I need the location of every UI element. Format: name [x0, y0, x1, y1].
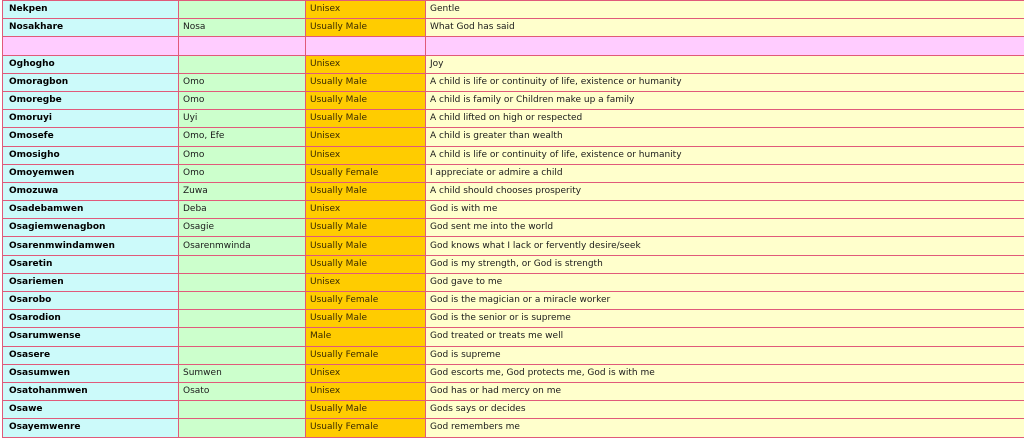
table-row — [3, 1, 1024, 19]
meaning-cell: A child is greater than wealth — [426, 128, 1024, 146]
name-cell: Omosefe — [3, 128, 179, 146]
gender-cell: Unisex — [306, 364, 426, 382]
table-row — [3, 55, 1024, 73]
alt-name-cell: Omo — [179, 91, 306, 109]
name-cell: Omoruyi — [3, 110, 179, 128]
gender-cell: Usually Male — [306, 310, 426, 328]
table-row — [3, 182, 1024, 200]
name-cell: Omoyemwen — [3, 164, 179, 182]
alt-name-cell — [179, 328, 306, 346]
separator-row — [3, 37, 1024, 55]
meaning-cell: Gentle — [426, 1, 1024, 19]
alt-name-cell — [179, 310, 306, 328]
alt-name-cell — [179, 273, 306, 291]
name-cell: Osawe — [3, 401, 179, 419]
gender-cell: Unisex — [306, 146, 426, 164]
meaning-cell: A child should chooses prosperity — [426, 182, 1024, 200]
alt-name-cell: Omo — [179, 146, 306, 164]
table-row — [3, 255, 1024, 273]
table-row — [3, 328, 1024, 346]
gender-cell: Usually Male — [306, 237, 426, 255]
alt-name-cell — [179, 1, 306, 19]
gender-cell: Unisex — [306, 55, 426, 73]
gender-cell: Usually Male — [306, 91, 426, 109]
alt-name-cell: Zuwa — [179, 182, 306, 200]
alt-name-cell: Uyi — [179, 110, 306, 128]
table-row — [3, 346, 1024, 364]
name-cell: Omoragbon — [3, 73, 179, 91]
name-cell: Omosigho — [3, 146, 179, 164]
gender-cell: Unisex — [306, 201, 426, 219]
name-cell: Osariemen — [3, 273, 179, 291]
table-row — [3, 382, 1024, 400]
table-row — [3, 146, 1024, 164]
table-row — [3, 201, 1024, 219]
table-row — [3, 292, 1024, 310]
meaning-cell: God is the magician or a miracle worker — [426, 292, 1024, 310]
meaning-cell: God is the senior or is supreme — [426, 310, 1024, 328]
table-row — [3, 128, 1024, 146]
alt-name-cell — [179, 419, 306, 437]
name-cell: Osaretin — [3, 255, 179, 273]
gender-cell: Unisex — [306, 382, 426, 400]
meaning-cell: I appreciate or admire a child — [426, 164, 1024, 182]
gender-cell: Male — [306, 328, 426, 346]
alt-name-cell: Osarenmwinda — [179, 237, 306, 255]
alt-name-cell: Osato — [179, 382, 306, 400]
gender-cell: Usually Male — [306, 19, 426, 37]
table-row — [3, 110, 1024, 128]
alt-name-cell: Deba — [179, 201, 306, 219]
meaning-cell: God has or had mercy on me — [426, 382, 1024, 400]
meaning-cell: God treated or treats me well — [426, 328, 1024, 346]
name-cell: Osarumwense — [3, 328, 179, 346]
name-cell: Omoregbe — [3, 91, 179, 109]
table-row — [3, 91, 1024, 109]
alt-name-cell: Omo — [179, 164, 306, 182]
gender-cell: Usually Male — [306, 255, 426, 273]
meaning-cell: God remembers me — [426, 419, 1024, 437]
names-table — [2, 0, 1024, 438]
gender-cell: Usually Female — [306, 346, 426, 364]
meaning-cell: A child is life or continuity of life, existence or humanity — [426, 146, 1024, 164]
name-cell: Osarobo — [3, 292, 179, 310]
alt-name-cell — [179, 255, 306, 273]
gender-cell: Usually Male — [306, 110, 426, 128]
table-row — [3, 401, 1024, 419]
meaning-cell: God escorts me, God protects me, God is with me — [426, 364, 1024, 382]
gender-cell: Unisex — [306, 128, 426, 146]
table-row — [3, 73, 1024, 91]
alt-name-cell — [179, 292, 306, 310]
gender-cell: Usually Male — [306, 182, 426, 200]
table-row — [3, 219, 1024, 237]
meaning-cell: God is with me — [426, 201, 1024, 219]
alt-name-cell: Omo, Efe — [179, 128, 306, 146]
meaning-cell: A child lifted on high or respected — [426, 110, 1024, 128]
gender-cell: Usually Male — [306, 73, 426, 91]
meaning-cell: Gods says or decides — [426, 401, 1024, 419]
name-cell — [3, 37, 179, 55]
meaning-cell — [426, 37, 1024, 55]
name-cell: Osasere — [3, 346, 179, 364]
name-cell: Osagiemwenagbon — [3, 219, 179, 237]
gender-cell: Unisex — [306, 1, 426, 19]
alt-name-cell — [179, 37, 306, 55]
table-row — [3, 364, 1024, 382]
meaning-cell: Joy — [426, 55, 1024, 73]
gender-cell: Usually Male — [306, 219, 426, 237]
meaning-cell: God is my strength, or God is strength — [426, 255, 1024, 273]
alt-name-cell: Nosa — [179, 19, 306, 37]
name-cell: Oghogho — [3, 55, 179, 73]
table-row — [3, 419, 1024, 437]
meaning-cell: God gave to me — [426, 273, 1024, 291]
meaning-cell: God is supreme — [426, 346, 1024, 364]
name-cell: Osasumwen — [3, 364, 179, 382]
alt-name-cell: Sumwen — [179, 364, 306, 382]
table-row — [3, 164, 1024, 182]
table-row — [3, 237, 1024, 255]
meaning-cell: God knows what I lack or fervently desire/seek — [426, 237, 1024, 255]
gender-cell: Usually Female — [306, 164, 426, 182]
name-cell: Nekpen — [3, 1, 179, 19]
name-cell: Osayemwenre — [3, 419, 179, 437]
alt-name-cell: Osagie — [179, 219, 306, 237]
meaning-cell: God sent me into the world — [426, 219, 1024, 237]
gender-cell: Unisex — [306, 273, 426, 291]
name-cell: Osatohanmwen — [3, 382, 179, 400]
table-row — [3, 19, 1024, 37]
alt-name-cell — [179, 401, 306, 419]
name-cell: Osadebamwen — [3, 201, 179, 219]
table-row — [3, 273, 1024, 291]
name-cell: Nosakhare — [3, 19, 179, 37]
meaning-cell: What God has said — [426, 19, 1024, 37]
name-cell: Omozuwa — [3, 182, 179, 200]
table-row — [3, 310, 1024, 328]
name-cell: Osarodion — [3, 310, 179, 328]
gender-cell: Usually Female — [306, 419, 426, 437]
gender-cell — [306, 37, 426, 55]
name-cell: Osarenmwindamwen — [3, 237, 179, 255]
meaning-cell: A child is life or continuity of life, existence or humanity — [426, 73, 1024, 91]
gender-cell: Usually Male — [306, 401, 426, 419]
alt-name-cell: Omo — [179, 73, 306, 91]
alt-name-cell — [179, 55, 306, 73]
alt-name-cell — [179, 346, 306, 364]
meaning-cell: A child is family or Children make up a family — [426, 91, 1024, 109]
names-table-body — [3, 1, 1024, 438]
gender-cell: Usually Female — [306, 292, 426, 310]
